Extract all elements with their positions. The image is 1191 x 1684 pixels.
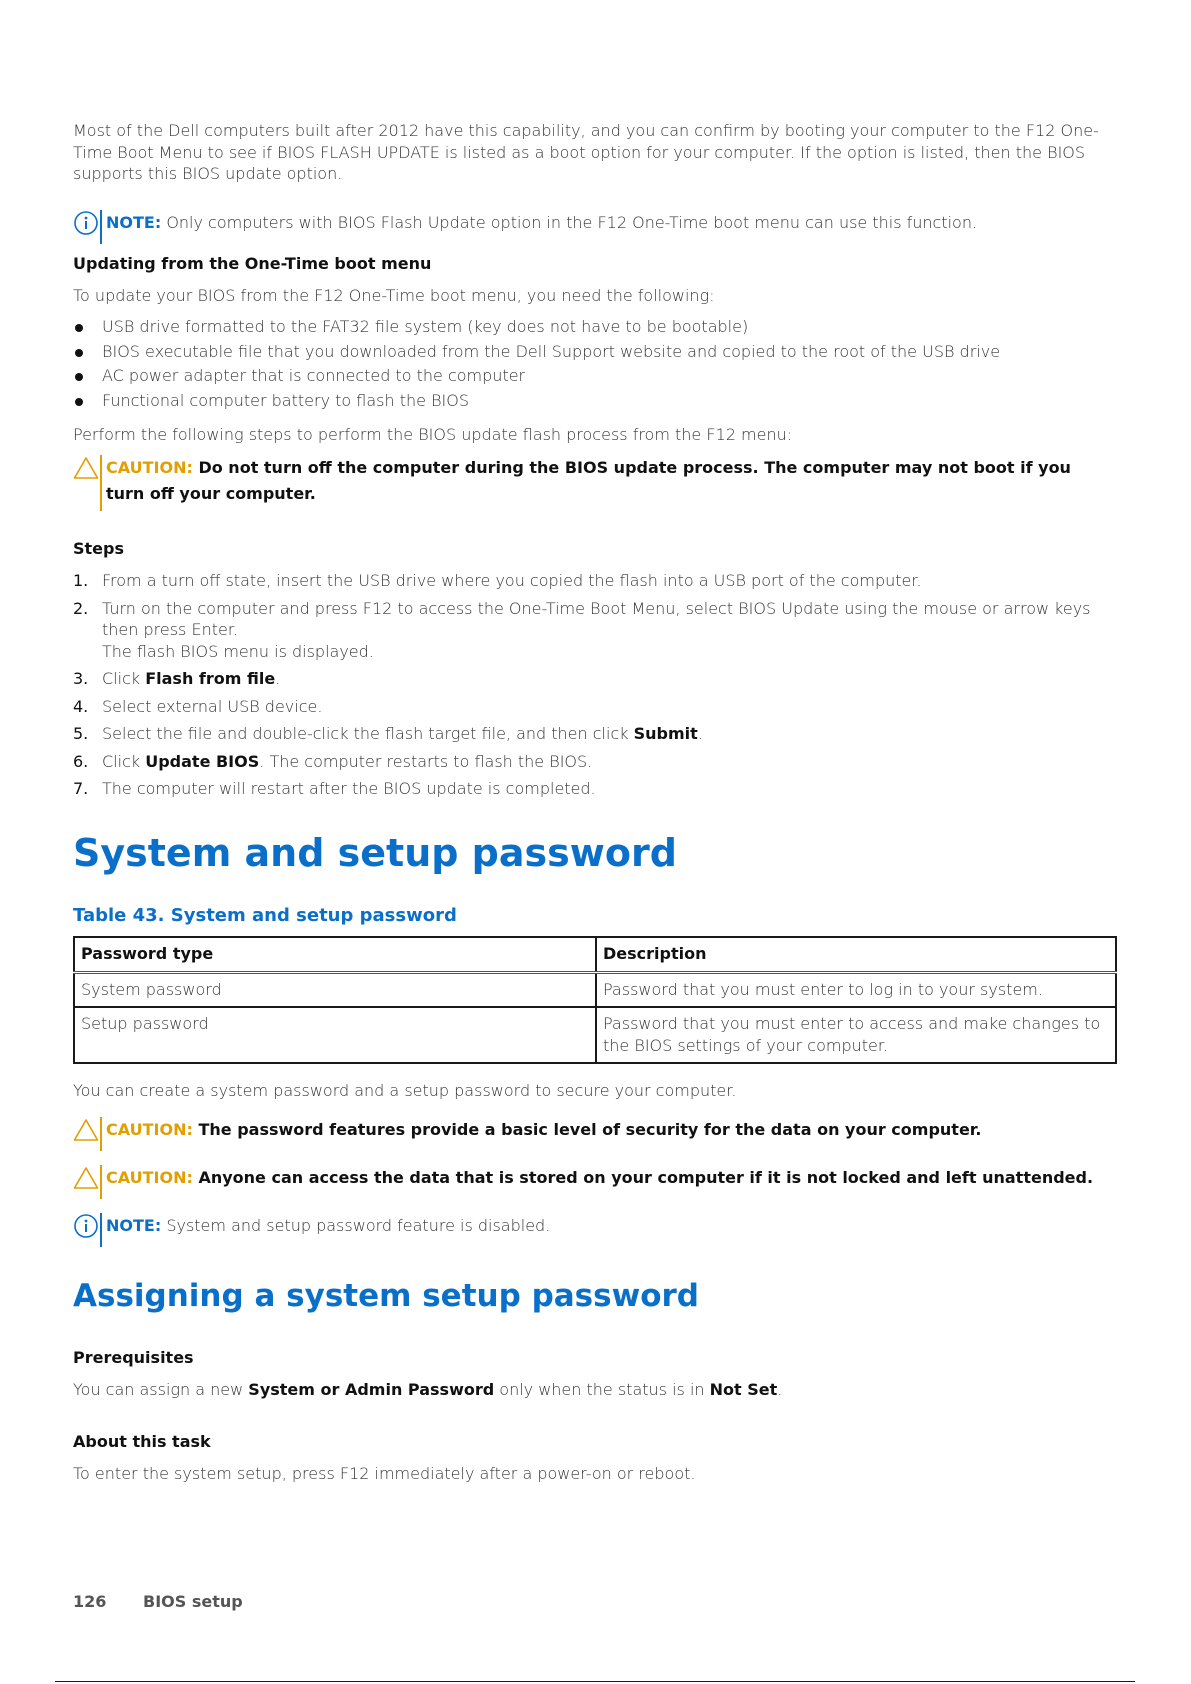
caution-bar [100, 1117, 102, 1151]
assign-title: Assigning a system setup password [73, 1278, 699, 1314]
step-item: 1. From a turn off state, insert the USB drive where you copied the flash into a USB port of the computer. [73, 571, 922, 590]
requirements-list [73, 315, 1117, 413]
step-item: 4. Select external USB device. [73, 696, 323, 716]
note-label: NOTE: [106, 1216, 162, 1235]
note-text [106, 1213, 550, 1239]
table-header-cell: Password type [74, 937, 596, 972]
caution-label: CAUTION: [106, 1168, 193, 1187]
requirements-intro: To update your BIOS from the F12 One-Time boot menu, you need the following: [73, 286, 715, 305]
note-body: Only computers with BIOS Flash Update option in the F12 One-Time boot menu can use this function. [161, 213, 978, 232]
step-item: 6. Click Update BIOS. The computer restarts to flash the BIOS. [73, 751, 593, 771]
info-icon [73, 1213, 99, 1239]
bullet-icon [75, 324, 83, 332]
password-intro: You can create a system password and a setup password to secure your computer. [73, 1081, 737, 1100]
table-cell: Password that you must enter to access and make changes to the BIOS settings of your computer. [596, 1007, 1116, 1063]
note-text [106, 210, 977, 236]
steps-list [73, 570, 1117, 806]
about-task-text: To enter the system setup, press F12 immediately after a power-on or reboot. [73, 1464, 696, 1483]
steps-intro: Perform the following steps to perform the BIOS update flash process from the F12 menu: [73, 425, 793, 444]
steps-heading: Steps [73, 539, 124, 558]
prerequisites-text: You can assign a new System or Admin Password only when the status is in Not Set. [73, 1380, 783, 1399]
step-result: The flash BIOS menu is displayed. [102, 641, 374, 661]
list-item: AC power adapter that is connected to the computer [73, 364, 1117, 389]
table-row [74, 1007, 1116, 1063]
updating-heading: Updating from the One-Time boot menu [73, 254, 432, 273]
caution-label: CAUTION: [106, 458, 193, 477]
note-box-disabled [73, 1213, 550, 1247]
warning-triangle-icon [73, 1165, 99, 1191]
about-task-heading: About this task [73, 1432, 211, 1451]
info-icon [73, 210, 99, 236]
caution-text [106, 455, 1106, 507]
caution-body: The password features provide a basic level of security for the data on your computer. [192, 1120, 982, 1139]
table-header-cell: Description [596, 937, 1116, 972]
page-footer [73, 1592, 243, 1611]
caution-box-security [73, 1117, 981, 1151]
warning-triangle-icon [73, 455, 99, 481]
list-item: Functional computer battery to flash the BIOS [73, 389, 1117, 414]
note-bar [100, 210, 102, 244]
list-item: BIOS executable file that you downloaded from the Dell Support website and copied to the root of the USB drive [73, 340, 1117, 365]
note-body: System and setup password feature is disabled. [161, 1216, 551, 1235]
bullet-icon [75, 349, 83, 357]
note-bar [100, 1213, 102, 1247]
list-item: USB drive formatted to the FAT32 file system (key does not have to be bootable) [73, 315, 1117, 340]
table-cell: System password [74, 972, 596, 1007]
intro-paragraph: Most of the Dell computers built after 2012 have this capability, and you can confirm by booting your computer to the F12 One-Time Boot Menu to see if BIOS FLASH UPDATE is listed as a boot option for your computer. If the option is listed, then the BIOS supports this BIOS update option. [73, 121, 1099, 183]
step-item: 2. Turn on the computer and press F12 to access the One-Time Boot Menu, select BIOS Update using the mouse or arrow keys then press Enter. The flash BIOS menu is displayed. [73, 598, 1091, 661]
caution-bar [100, 455, 102, 511]
step-item: 5. Select the file and double-click the flash target file, and then click Submit. [73, 724, 703, 743]
page-number: 126 [73, 1592, 107, 1611]
step-item: 3. Click Flash from file. [73, 669, 281, 688]
note-box-flash-update [73, 210, 977, 244]
footer-section: BIOS setup [143, 1592, 243, 1611]
caution-text [106, 1165, 1093, 1191]
caution-label: CAUTION: [106, 1120, 193, 1139]
caution-bar [100, 1165, 102, 1199]
table-cell: Password that you must enter to log in to your system. [596, 972, 1116, 1007]
step-item: 7. The computer will restart after the BIOS update is completed. [73, 779, 596, 798]
caution-body: Do not turn off the computer during the BIOS update process. The computer may not boot if you turn off your computer. [106, 458, 1071, 503]
table-header-row [74, 937, 1116, 972]
footer-divider [55, 1681, 1135, 1682]
note-label: NOTE: [106, 213, 162, 232]
caution-text [106, 1117, 981, 1143]
table-title: Table 43. System and setup password [73, 905, 457, 926]
bullet-icon [75, 373, 83, 381]
table-row [74, 972, 1116, 1007]
caution-box-unattended [73, 1165, 1093, 1199]
password-table [73, 936, 1117, 1064]
table-cell: Setup password [74, 1007, 596, 1063]
warning-triangle-icon [73, 1117, 99, 1143]
caution-box-power [73, 455, 1117, 511]
caution-body: Anyone can access the data that is stored on your computer if it is not locked and left unattended. [192, 1168, 1094, 1187]
bullet-icon [75, 398, 83, 406]
prerequisites-heading: Prerequisites [73, 1348, 194, 1367]
section-title: System and setup password [73, 831, 677, 875]
